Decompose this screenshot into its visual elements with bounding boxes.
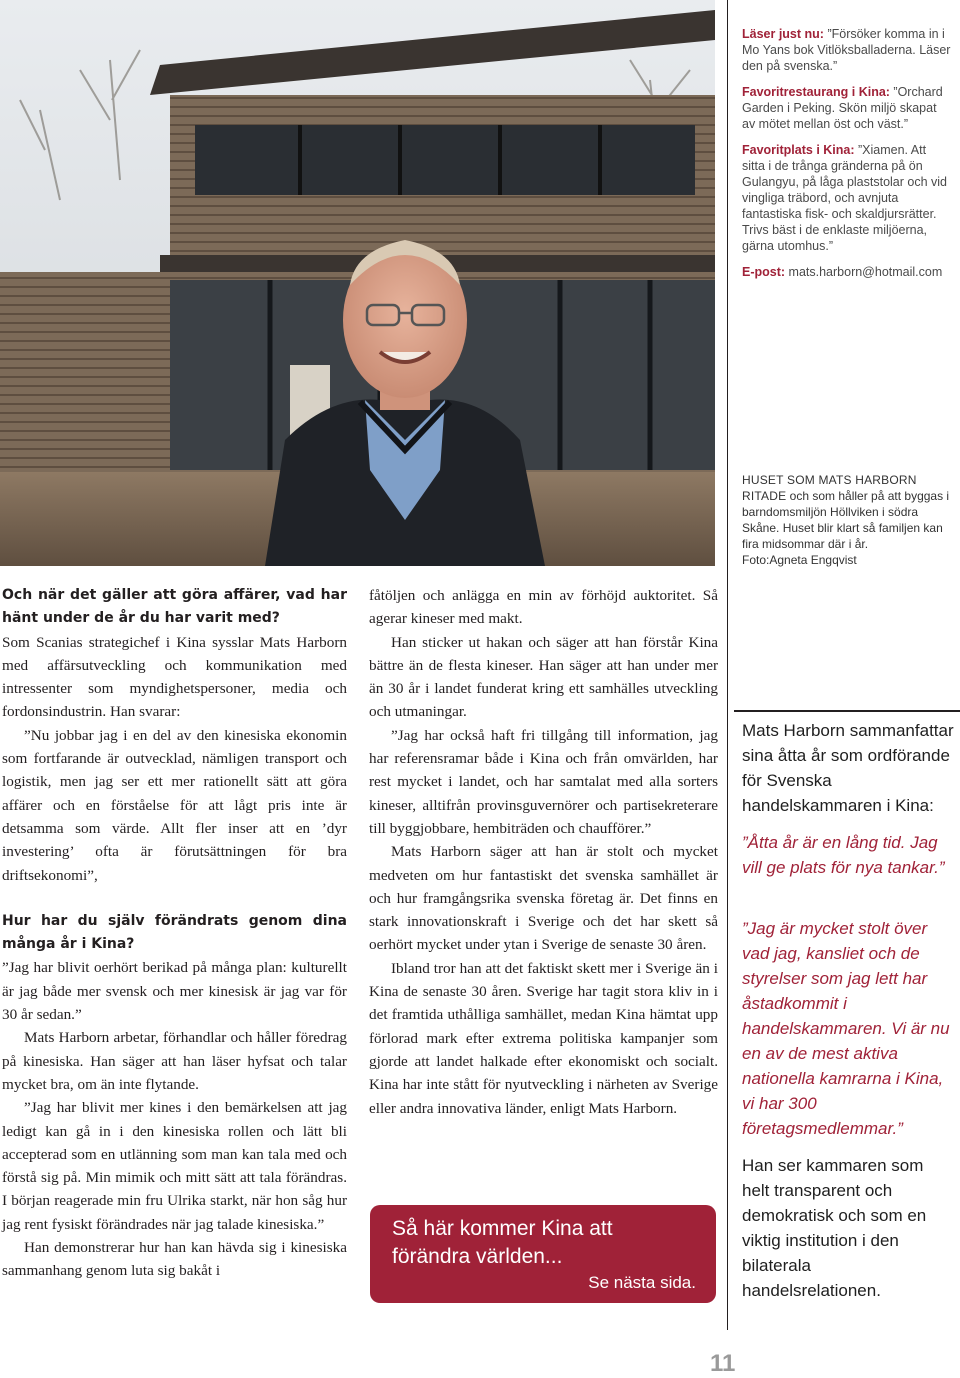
paragraph: ”Jag har blivit mer kines i den bemärkelsen att jag ledigt kan gå in i den kinesiska rollen och lätt bli accepterad som en utlänning som man kan tala med och förstå sig på. Min mimik och mitt sätt att tala förändras. I början reagerade min fru Ulrika starkt, när hon såg hur jag rent fysiskt förändrades när jag talade kinesiska.” <box>2 1099 347 1233</box>
fact-reading: Läser just nu: ”Försöker komma in i Mo Yans bok Vitlöksballaderna. Läser den på svenska.” <box>742 27 951 73</box>
house-portrait-illustration <box>0 0 715 566</box>
paragraph: Mats Harborn säger att han är stolt och mycket medveten om hur fantastiskt det svenska samhället är och hur framgångsrika svenska företag är. Det finns en stark innovationskraft i Sverige och det har skett så oerhört mycket under ytan i Sverige de senaste 30 åren. <box>369 843 718 954</box>
paragraph: Som Scanias strategichef i Kina sysslar Mats Harborn med affärsutveckling och kommunikation med intressenter som myndighetspersoner, media och fordonsindustrin. Han svarar: <box>2 633 347 721</box>
fact-place: Favoritplats i Kina: ”Xiamen. Att sitta i de trånga gränderna på ön Gulangyu, på låga plaststolar och vid vingliga träbord, och avnjuta fantastiska fisk- och skaldjursrätter. Trivs bäst i de enklaste miljöerna, gärna utomhus.” <box>742 143 947 253</box>
interview-question-1: Och när det gäller att göra affärer, vad har hänt under de år du har varit med? <box>2 587 347 627</box>
page-number: 11 <box>710 1350 736 1377</box>
article-column-1 <box>2 584 347 1283</box>
caption-head: HUSET SOM MATS HARBORN RITADE <box>742 473 917 503</box>
pullquote-outro: Han ser kammaren som helt transparent och demokratisk och som en viktig institution i den bilaterala handelsrelationen. <box>742 1156 927 1300</box>
fact-restaurant: Favoritrestaurang i Kina: ”Orchard Garden i Peking. Skön miljö skapat av mötet mellan öst och väst.” <box>742 85 943 131</box>
article-photo <box>0 0 715 566</box>
pullquote-quote-1: ”Åtta år är en lång tid. Jag vill ge plats för nya tankar.” <box>742 833 945 877</box>
interview-question-2: Hur har du själv förändrats genom dina många år i Kina? <box>2 912 347 953</box>
paragraph: fåtöljen och anlägga en min av förhöjd auktoritet. Så agerar kineser med makt. <box>369 587 718 628</box>
fact-email: E-post: mats.harborn@hotmail.com <box>742 265 943 279</box>
pullquote-quote-2: ”Jag är mycket stolt över vad jag, kansliet och de styrelser som jag lett har åstadkommit i handelskammaren. Vi är nu en av de mest aktiva nationella kamrarna i Kina, vi har 300 företagsmedlemmar.” <box>742 919 950 1138</box>
paragraph: ”Jag har också haft fri tillgång till information, jag har referensramar både i Kina och från omvärlden, har rest mycket i landet, och har samtalat med alla sorters kineser, alltifrån provinsguvernörer och partisekreterare till byggjobbare, hembiträden och chaufförer.” <box>369 726 718 837</box>
photo-credit: Foto:Agneta Engqvist <box>742 553 857 567</box>
paragraph: Han demonstrerar hur han kan hävda sig i kinesiska sammanhang genom luta sig bakåt i <box>2 1239 347 1280</box>
column-divider <box>727 0 728 1330</box>
article-column-2 <box>369 584 718 1120</box>
paragraph: ”Jag har blivit oerhört berikad på många plan: kulturellt är jag både mer svensk och mer kinesisk är jag var för 30 år sedan.” <box>2 959 347 1024</box>
paragraph: Mats Harborn arbetar, förhandlar och håller föredrag på kinesiska. Han säger att han läser hyfsat och talar mycket bra, om än inte flytande. <box>2 1029 347 1093</box>
paragraph: Ibland tror han att det faktiskt skett mer i Sverige än i Kina de senaste 30 åren. Sverige har tagit stora kliv in i det framtida uthålliga samhället, medan Kina hämtat upp förlorad mark efter extrema politiska kampanjer som gjorde att landet halkade efter ekonomiskt och socialt. Kina har inte stått för nyutveckling i närheten av Sverige eller andra innovativa länder, enligt Mats Harborn. <box>369 959 718 1117</box>
sidebar-facts <box>742 26 952 290</box>
pullquote-intro: Mats Harborn sammanfattar sina åtta år som ordförande för Svenska handelskammaren i Kina: <box>742 721 954 815</box>
promo-see-next[interactable]: Se nästa sida. <box>588 1273 696 1292</box>
paragraph: ”Nu jobbar jag i en del av den kinesiska ekonomin som fortfarande är outvecklad, nämligen transport och logistik, men jag ser ett mer rationellt sätt att göra affärer och en förståelse för att lågt pris inte är detsamma som värde. Allt fler inser att en ’dyr investering’ ofta är förutsättningen för bra driftsekonomi”, <box>2 726 347 884</box>
paragraph: Han sticker ut hakan och säger att han förstår Kina bättre än de flesta kineser. Han säger att han under mer än 30 år i landet funderat kring ett samhälles utveckling och utmaningar. <box>369 633 718 721</box>
promo-title: Så här kommer Kina att förändra världen... <box>392 1217 613 1268</box>
caption-body: och som håller på att byggas i barndomsmiljön Höllviken i södra Skåne. Huset blir klart så familjen kan fira midsommar där i år. <box>742 489 950 551</box>
next-page-promo[interactable] <box>370 1205 716 1303</box>
pullquote-rule <box>734 710 960 712</box>
photo-caption <box>742 472 952 568</box>
